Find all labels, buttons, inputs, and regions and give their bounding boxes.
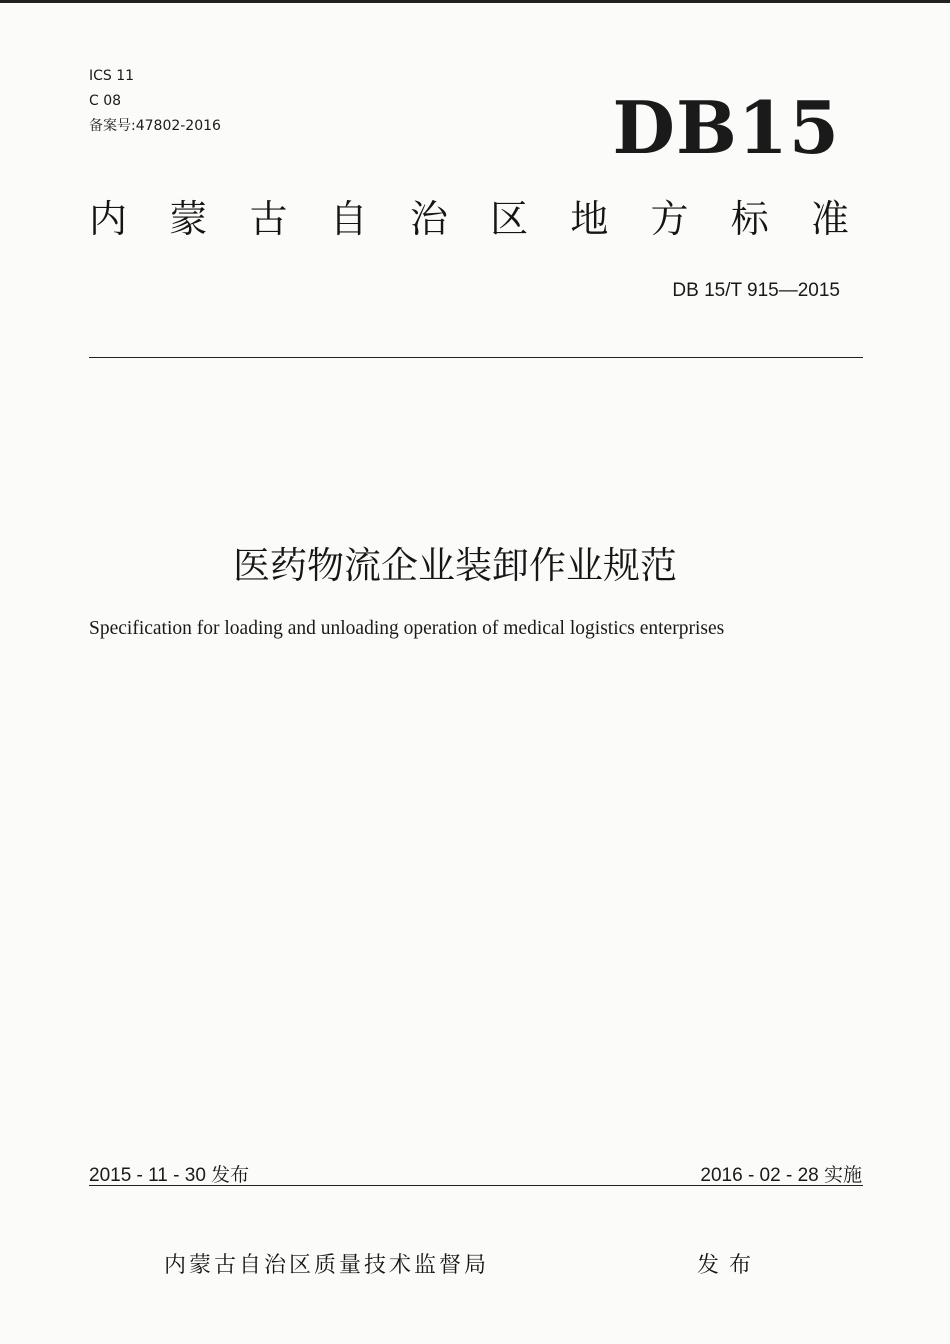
standard-type-char: 治 bbox=[409, 197, 448, 241]
standard-type-char: 方 bbox=[650, 197, 689, 241]
implementation-date: 2016 - 02 - 28 实施 bbox=[700, 1165, 862, 1186]
db15-logo: DB15 bbox=[612, 85, 840, 170]
classification-block bbox=[89, 64, 221, 139]
filing-number: 备案号:47802-2016 bbox=[89, 118, 221, 134]
ics-code: ICS 11 bbox=[89, 68, 135, 84]
publish-date: 2015 - 11 - 30 发布 bbox=[89, 1165, 250, 1186]
standard-type-char: 古 bbox=[249, 197, 288, 241]
bottom-divider bbox=[89, 1185, 863, 1186]
chinese-title: 医药物流企业装卸作业规范 bbox=[233, 544, 677, 587]
standard-number: DB 15/T 915—2015 bbox=[672, 280, 840, 301]
page-top-edge bbox=[0, 0, 950, 3]
standard-type-char: 地 bbox=[570, 197, 609, 241]
standard-type-char: 内 bbox=[89, 197, 128, 241]
standard-type-heading bbox=[89, 197, 849, 241]
standard-type-char: 自 bbox=[329, 197, 368, 241]
standard-type-char: 区 bbox=[490, 197, 529, 241]
issue-label: 发布 bbox=[697, 1253, 762, 1278]
standard-type-char: 准 bbox=[810, 197, 849, 241]
standard-type-char: 蒙 bbox=[169, 197, 208, 241]
ccs-code: C 08 bbox=[89, 93, 122, 109]
issuing-authority: 内蒙古自治区质量技术监督局 bbox=[164, 1253, 490, 1278]
top-divider bbox=[89, 357, 863, 358]
english-title: Specification for loading and unloading operation of medical logistics enterprises bbox=[89, 618, 725, 639]
standard-type-char: 标 bbox=[730, 197, 769, 241]
